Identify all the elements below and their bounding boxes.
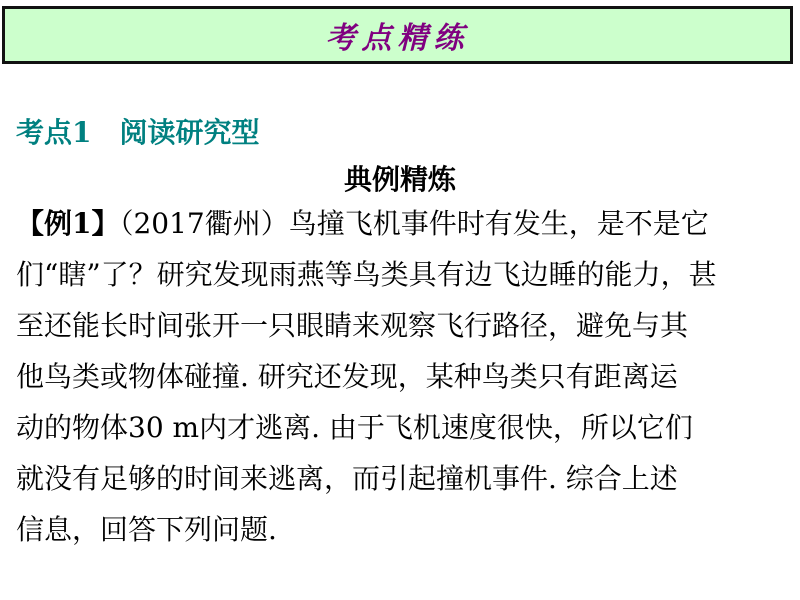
text-line-1-content: （2017衢州）鸟撞飞机事件时有发生，是不是它 bbox=[119, 207, 709, 240]
header-title: 考点精练 bbox=[325, 21, 470, 56]
example-body bbox=[16, 198, 788, 555]
text-line-5: 动的物体30 m内才逃离. 由于飞机速度很快，所以它们 bbox=[16, 411, 693, 444]
text-line-1 bbox=[16, 198, 788, 249]
section-label: 考点1 bbox=[16, 116, 92, 149]
header-banner bbox=[2, 6, 793, 64]
text-line-7: 信息，回答下列问题. bbox=[16, 513, 277, 546]
section-title bbox=[16, 111, 260, 151]
text-line-3: 至还能长时间张开一只眼睛来观察飞行路径，避免与其 bbox=[16, 309, 689, 342]
text-line-6: 就没有足够的时间来逃离，而引起撞机事件. 综合上述 bbox=[16, 462, 678, 495]
example-heading: 典例精炼 bbox=[343, 163, 456, 196]
text-line-4: 他鸟类或物体碰撞. 研究还发现，某种鸟类只有距离运 bbox=[16, 360, 678, 393]
section-name: 阅读研究型 bbox=[119, 116, 260, 149]
text-line-2: 们“瞎”了？研究发现雨燕等鸟类具有边飞边睡的能力，甚 bbox=[16, 258, 717, 291]
example-tag: 【例1】 bbox=[16, 207, 120, 240]
